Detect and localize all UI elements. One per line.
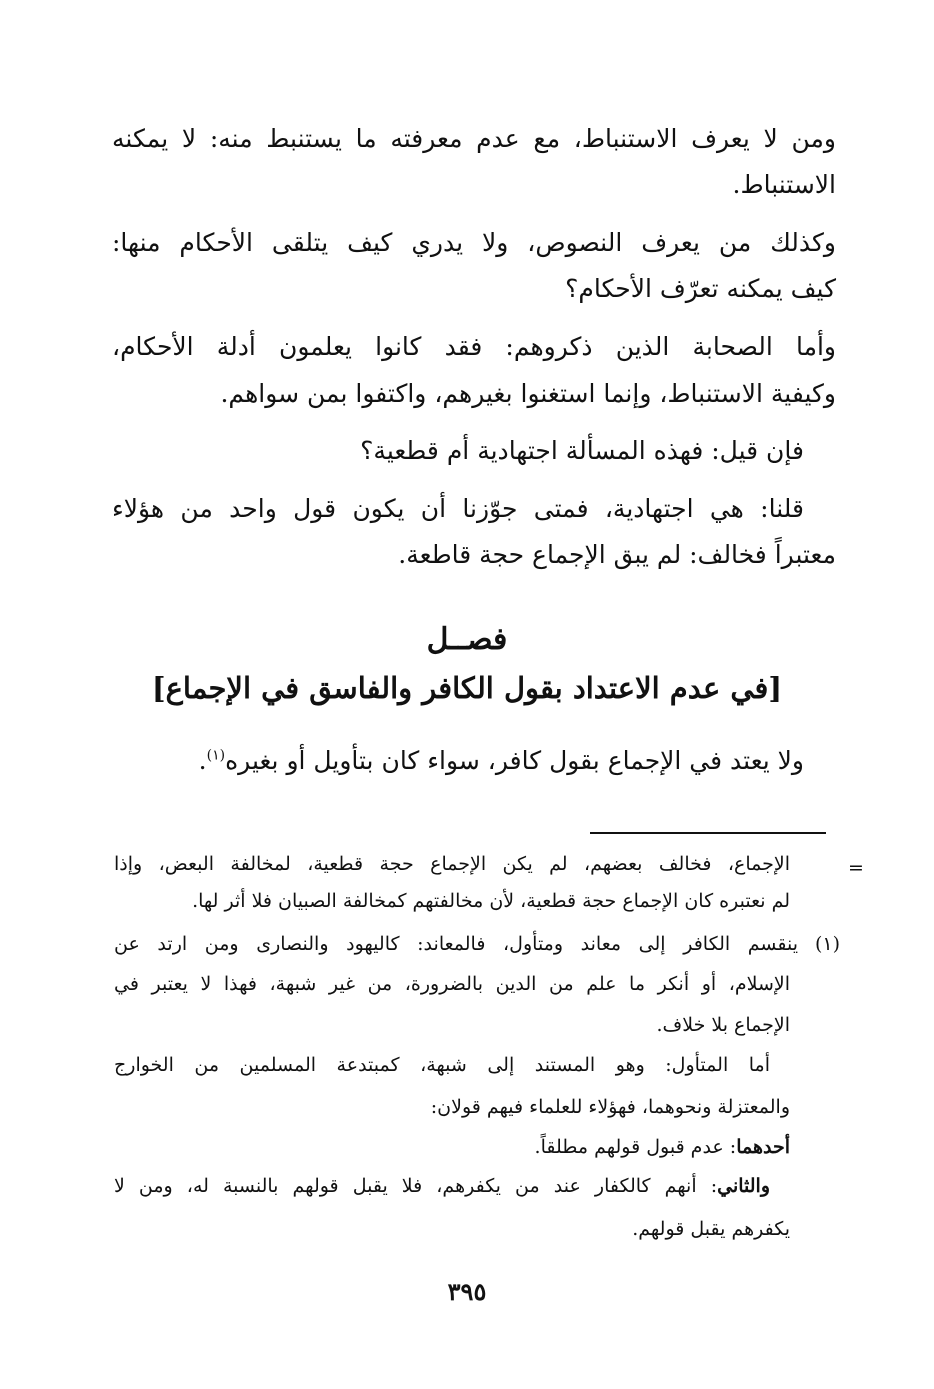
body-line-3: وكذلك من يعرف النصوص، ولا يدري كيف يتلقى الأحكام منها: <box>112 228 836 257</box>
footnote-separator <box>590 832 826 834</box>
body-line-4: كيف يمكنه تعرّف الأحكام؟ <box>565 274 836 303</box>
first-opinion-text: : عدم قبول قولهم مطلقاً. <box>534 1136 737 1158</box>
footnote-1-first-opinion <box>114 1133 790 1161</box>
section-text <box>112 744 804 778</box>
footnote-1-line-2: الإسلام، أو أنكر ما علم من الدين بالضرورة، من غير شبهة، فهذا لا يعتبر في <box>114 973 790 995</box>
body-line-7: فإن قيل: فهذه المسألة اجتهادية أم قطعية؟ <box>360 436 804 465</box>
section-title: [في عدم الاعتداد بقول الكافر والفاسق في الإجماع] <box>151 671 783 705</box>
footnote-continuation-line-2: لم نعتبره كان الإجماع حجة قطعية، لأن مخالفتهم كمخالفة الصبيان فلا أثر لها. <box>192 890 790 912</box>
body-line-2: الاستنباط. <box>732 170 836 199</box>
footnote-1-second-opinion <box>114 1172 770 1200</box>
footnote-continuation-line-1: الإجماع، فخالف بعضهم، لم يكن الإجماع حجة قطعية، لمخالفة البعض، وإذا <box>114 853 790 875</box>
section-text-body: ولا يعتد في الإجماع بقول كافر، سواء كان بتأويل أو بغيره <box>225 746 804 775</box>
second-opinion-text: : أنهم كالكفار عند من يكفرهم، فلا يقبل قولهم بالنسبة له، ومن لا <box>114 1175 718 1197</box>
body-line-6: وكيفية الاستنباط، وإنما استغنوا بغيرهم، واكتفوا بمن سواهم. <box>220 379 836 408</box>
page-number: ٣٩٥ <box>447 1277 487 1306</box>
footnote-1-number: (١) <box>814 933 840 955</box>
body-line-8: قلنا: هي اجتهادية، فمتى جوّزنا أن يكون قول واحد من هؤلاء <box>112 494 804 523</box>
footnote-1-line-1: ينقسم الكافر إلى معاند ومتأول، فالمعاند: كاليهود والنصارى ومن ارتد عن <box>114 933 798 955</box>
body-line-1: ومن لا يعرف الاستنباط، مع عدم معرفته ما يستنبط منه: لا يمكنه <box>112 124 836 153</box>
second-opinion-label: والثاني <box>717 1175 770 1197</box>
footnote-continuation-mark: = <box>848 857 864 879</box>
body-line-9: معتبراً فخالف: لم يبق الإجماع حجة قاطعة. <box>398 540 836 569</box>
section-text-end: . <box>198 746 207 775</box>
section-heading: فصــل <box>426 622 508 657</box>
body-line-5: وأما الصحابة الذين ذكروهم: فقد كانوا يعلمون أدلة الأحكام، <box>112 332 836 361</box>
footnote-1-second-opinion-line-2: يكفرهم يقبل قولهم. <box>632 1218 790 1240</box>
footnote-1-line-3: الإجماع بلا خلاف. <box>656 1014 790 1036</box>
footnote-1-para2-line-2: والمعتزلة ونحوهما، فهؤلاء للعلماء فيهم قولان: <box>430 1096 790 1118</box>
footnote-1-para2-line-1: أما المتأول: وهو المستند إلى شبهة، كمبتدعة المسلمين من الخوارج <box>114 1054 770 1076</box>
footnote-reference[interactable]: (١) <box>206 747 226 764</box>
first-opinion-label: أحدهما <box>736 1136 790 1158</box>
